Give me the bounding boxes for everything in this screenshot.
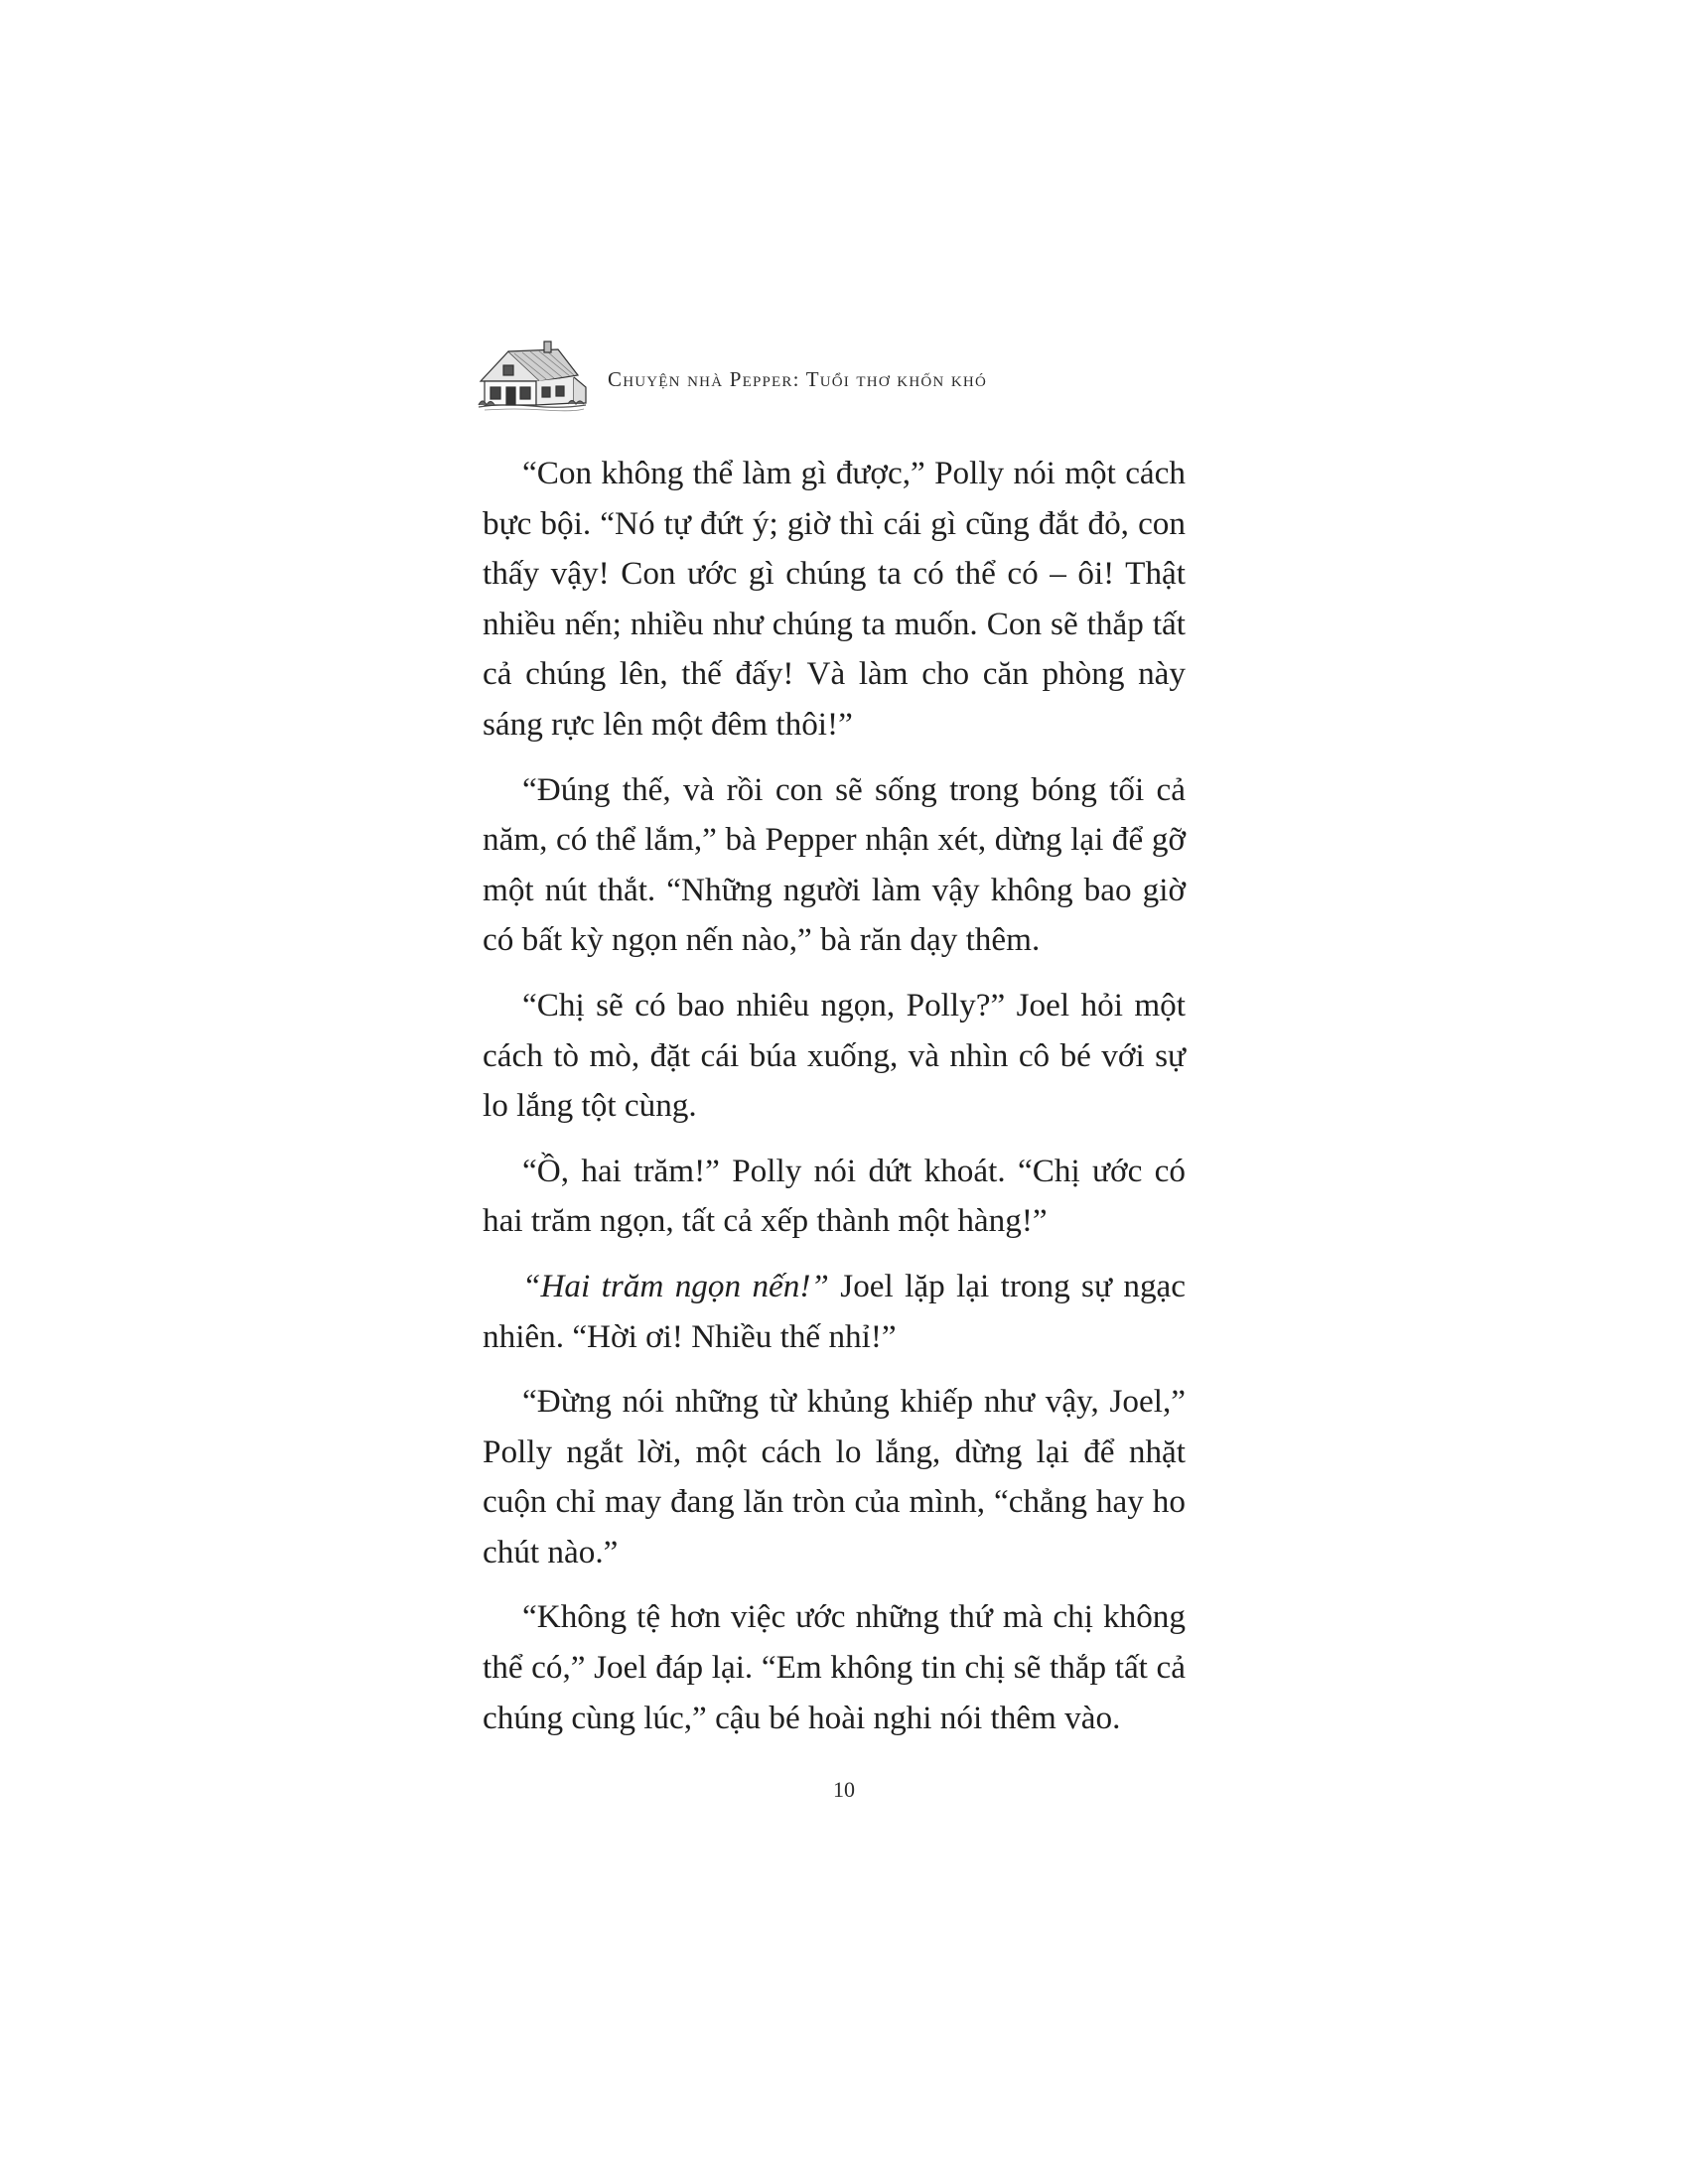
running-head xyxy=(475,338,1229,413)
body-text xyxy=(483,449,1186,1758)
paragraph-3: “Chị sẽ có bao nhiêu ngọn, Polly?” Joel hỏi một cách tò mò, đặt cái búa xuống, và nhìn cô bé với sự lo lắng tột cùng. xyxy=(483,986,1186,1125)
page-number: 10 xyxy=(833,1777,855,1802)
paragraph-1: “Con không thể làm gì được,” Polly nói một cách bực bội. “Nó tự đứt ý; giờ thì cái gì cũng đắt đỏ, con thấy vậy! Con ước gì chúng ta có thể có – ôi! Thật nhiều nến; nhiều như chúng ta muốn. Con sẽ thắp tất cả chúng lên, thế đấy! Và làm cho căn phòng này sáng rực lên một đêm thôi!” xyxy=(483,455,1186,743)
paragraph-6: “Đừng nói những từ khủng khiếp như vậy, Joel,” Polly ngắt lời, một cách lo lắng, dừng lại để nhặt cuộn chỉ may đang lăn tròn của mình, “chẳng hay ho chút nào.” xyxy=(483,1383,1186,1570)
running-title: Chuyện nhà Pepper: Tuổi thơ khốn khó xyxy=(608,366,987,391)
paragraph-4: “Ồ, hai trăm!” Polly nói dứt khoát. “Chị ước có hai trăm ngọn, tất cả xếp thành một hàng!” xyxy=(483,1152,1186,1240)
paragraph-2: “Đúng thế, và rồi con sẽ sống trong bóng tối cả năm, có thể lắm,” bà Pepper nhận xét, dừng lại để gỡ một nút thắt. “Những người làm vậy không bao giờ có bất kỳ ngọn nến nào,” bà răn dạy thêm. xyxy=(483,770,1186,959)
paragraph-5 xyxy=(483,1262,1186,1362)
italic-quote: “Hai trăm ngọn nến!” xyxy=(522,1267,829,1304)
house-sketch-icon xyxy=(475,338,590,413)
paragraph-5-rest: Joel lặp lại trong sự ngạc nhiên. “Hời ơi! Nhiều thế nhỉ!” xyxy=(483,1267,1186,1355)
paragraph-7: “Không tệ hơn việc ước những thứ mà chị không thể có,” Joel đáp lại. “Em không tin chị sẽ thắp tất cả chúng cùng lúc,” cậu bé hoài nghi nói thêm vào. xyxy=(483,1598,1186,1736)
